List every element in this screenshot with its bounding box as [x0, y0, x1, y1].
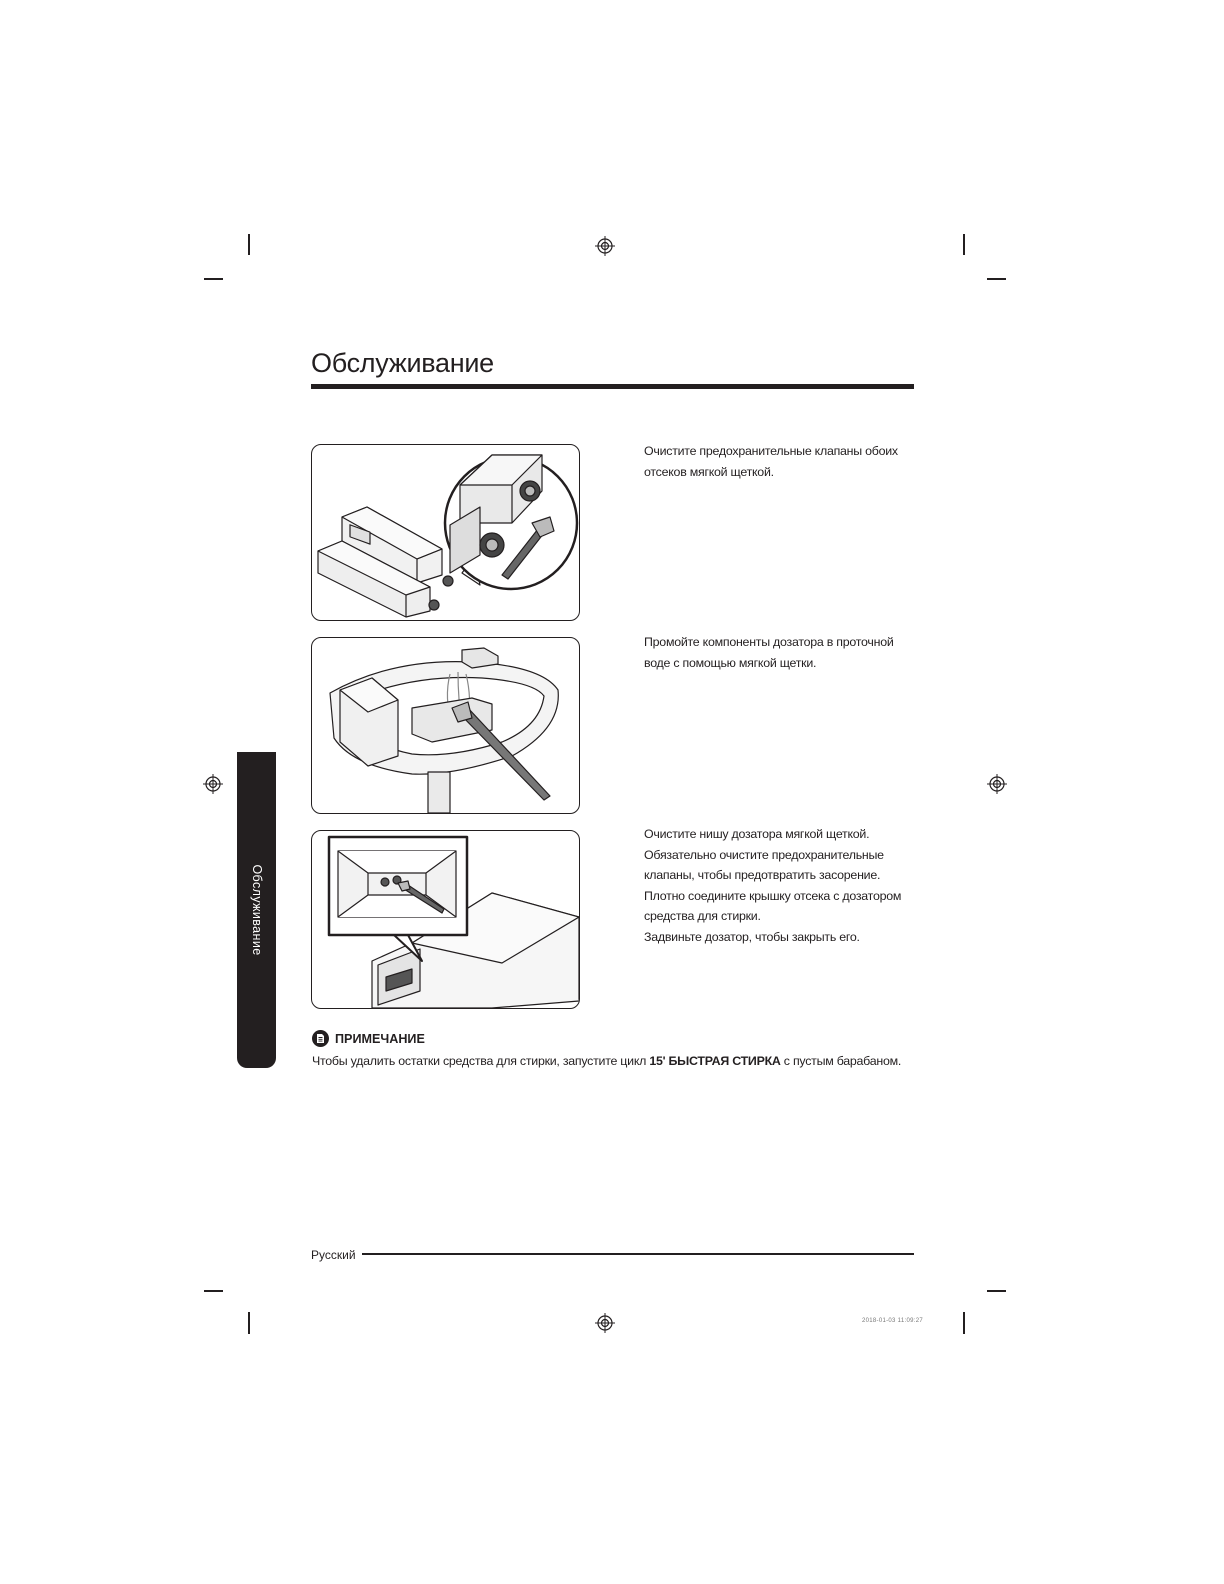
step-line: Задвиньте дозатор, чтобы закрыть его.: [644, 929, 860, 944]
step-line: Очистите предохранительные клапаны обоих: [644, 444, 898, 458]
crop-mark: [987, 1290, 1006, 1292]
step-line: средства для стирки.: [644, 909, 761, 923]
note-heading-label: ПРИМЕЧАНИЕ: [335, 1031, 425, 1046]
registration-mark-icon: [595, 1313, 615, 1333]
step-line: клапаны, чтобы предотвратить засорение.: [644, 868, 881, 882]
note-text-after: с пустым барабаном.: [780, 1054, 902, 1068]
crop-mark: [204, 278, 223, 280]
step-line: Плотно соедините крышку отсека с дозатором: [644, 888, 902, 903]
step-line: Обязательно очистите предохранительные: [644, 847, 884, 862]
registration-mark-icon: [203, 774, 223, 794]
registration-mark-icon: [987, 774, 1007, 794]
side-tab-label: Обслуживание: [249, 864, 264, 956]
title-rule: [311, 384, 914, 389]
page-title: Обслуживание: [311, 348, 494, 378]
print-stamp: 2018-01-03 11:09:27: [862, 1318, 923, 1324]
footer-language: Русский: [311, 1248, 356, 1262]
crop-mark: [204, 1290, 223, 1292]
step-text-1: [644, 441, 914, 482]
step-line: воде с помощью мягкой щетки.: [644, 655, 817, 670]
note-cycle-name: 15' БЫСТРАЯ СТИРКА: [649, 1054, 781, 1068]
note-icon: [312, 1030, 329, 1047]
step-line: отсеков мягкой щеткой.: [644, 464, 774, 479]
crop-mark: [963, 234, 965, 255]
section-side-tab: [237, 752, 276, 1068]
step-line: Очистите нишу дозатора мягкой щеткой.: [644, 827, 870, 841]
step-text-2: [644, 632, 914, 673]
crop-mark: [248, 234, 250, 255]
step-text-3: [644, 824, 914, 947]
crop-mark: [987, 278, 1006, 280]
crop-mark: [248, 1312, 250, 1334]
footer-rule: [362, 1253, 914, 1255]
crop-mark: [963, 1312, 965, 1334]
registration-mark-icon: [595, 236, 615, 256]
illustration-niche: [311, 830, 580, 1009]
step-line: Промойте компоненты дозатора в проточной: [644, 635, 894, 649]
note-text-before: Чтобы удалить остатки средства для стирки, запустите цикл: [312, 1054, 650, 1068]
illustration-rinsing: [311, 637, 580, 814]
illustration-valves: [311, 444, 580, 621]
note-heading: [312, 1030, 425, 1047]
note-text: [312, 1054, 901, 1068]
